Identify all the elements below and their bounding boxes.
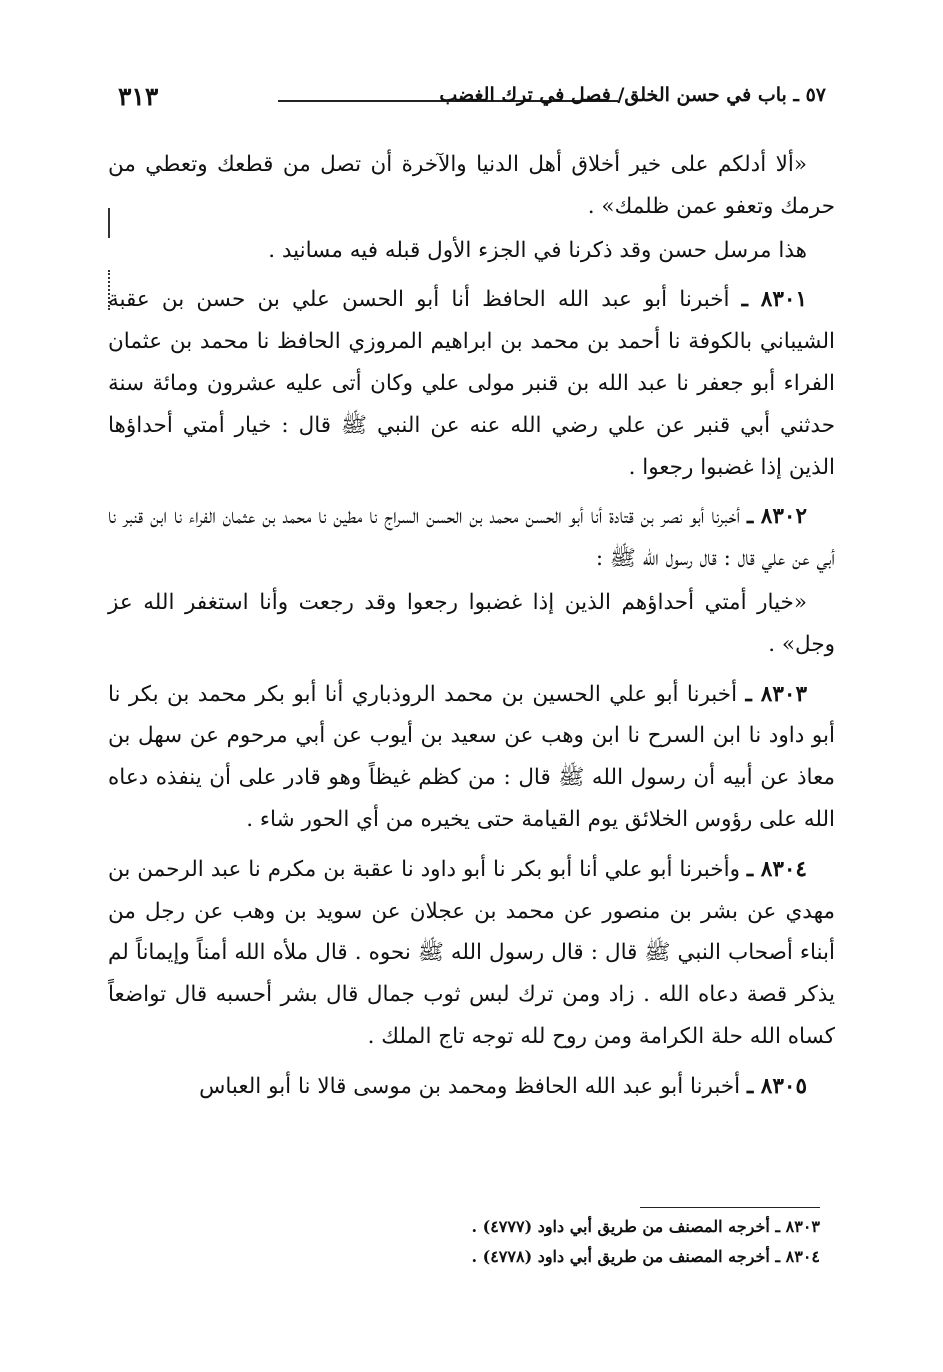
hadith-number: ٨٣٠٤ ـ xyxy=(746,856,807,882)
hadith-number: ٨٣٠٥ ـ xyxy=(747,1073,807,1099)
hadith-entry: ٨٣٠١ ـ أخبرنا أبو عبد الله الحافظ أنا أبو الحسن علي بن حسن بن عقبة الشيباني بالكوفة نا أحمد بن محمد بن ابراهيم المروزي الحافظ نا محمد بن عثمان الفراء أبو جعفر نا عبد الله بن قنبر مولى علي وكان أتى عليه عشرون ومائة سنة حدثني أبي قنبر عن علي رضي الله عنه عن النبي ﷺ قال : خيار أمتي أحداؤها الذين إذا غضبوا رجعوا . xyxy=(108,287,835,480)
footnotes xyxy=(300,1212,820,1272)
quoted-text: «خيار أمتي أحداؤهم الذين إذا غضبوا رجعوا وقد رجعت وأنا استغفر الله عز وجل» . xyxy=(108,589,835,657)
paragraph: هذا مرسل حسن وقد ذكرنا في الجزء الأول قبله فيه مسانيد . xyxy=(268,237,807,263)
running-header xyxy=(110,78,826,118)
hadith-number: ٨٣٠٣ ـ xyxy=(745,681,807,707)
hadith-entry: ٨٣٠٥ ـ أخبرنا أبو عبد الله الحافظ ومحمد بن موسى قالا نا أبو العباس xyxy=(199,1073,807,1099)
hadith-entry: ٨٣٠٣ ـ أخبرنا أبو علي الحسين بن محمد الروذباري أنا أبو بكر محمد بن بكر نا أبو داود نا ابن السرح نا ابن وهب عن سعيد بن أيوب عن أبي مرحوم عن سهل بن معاذ عن أبيه أن رسول الله ﷺ قال : من كظم غيظاً وهو قادر على أن ينفذه دعاه الله على رؤوس الخلائق يوم القيامة حتى يخيره من أي الحور شاء . xyxy=(108,681,835,832)
footnote: ٨٣٠٤ ـ أخرجه المصنف من طريق أبي داود (٤٧٧٨) . xyxy=(471,1247,820,1266)
footnote-rule xyxy=(640,1207,820,1208)
paragraph: «ألا أدلكم على خير أخلاق أهل الدنيا والآخرة أن تصل من قطعك وتعطي من حرمك وتعفو عمن ظلمك» . xyxy=(108,152,835,219)
page-number: ٣١٣ xyxy=(118,82,159,111)
hadith-entry: ٨٣٠٢ ـ أخبرنا أبو نصر بن قتادة أنا أبو الحسن محمد بن الحسن السراج نا مطين نا محمد بن عثمان الفراء نا ابن قنبر نا أبي عن علي قال : قال رسول الله ﷺ : xyxy=(108,504,835,572)
footnote: ٨٣٠٣ ـ أخرجه المصنف من طريق أبي داود (٤٧٧٧) . xyxy=(471,1217,820,1236)
hadith-number: ٨٣٠١ ـ xyxy=(741,287,807,313)
main-text xyxy=(108,144,835,1116)
chapter-title: ٥٧ ـ باب في حسن الخلق/ فصل في ترك الغضب xyxy=(439,84,826,106)
hadith-entry: ٨٣٠٤ ـ وأخبرنا أبو علي أنا أبو بكر نا أبو داود نا عقبة بن مكرم نا عبد الرحمن بن مهدي عن بشر بن منصور عن محمد بن عجلان عن سويد بن وهب عن رجل من أبناء أصحاب النبي ﷺ قال : قال رسول الله ﷺ نحوه . قال ملأه الله أمناً وإيماناً لم يذكر قصة دعاه الله . زاد ومن ترك لبس ثوب جمال قال بشر أحسبه قال تواضعاً كساه الله حلة الكرامة ومن روح لله توجه تاج الملك . xyxy=(108,856,835,1049)
hadith-number: ٨٣٠٢ ـ xyxy=(746,504,807,530)
